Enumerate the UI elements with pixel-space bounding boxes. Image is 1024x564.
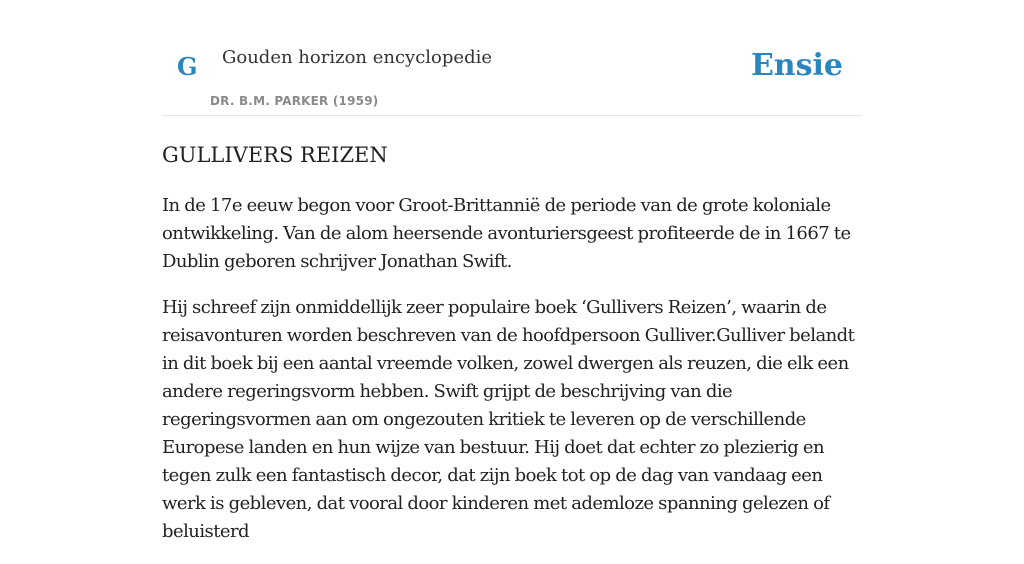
article-title: GULLIVERS REIZEN: [162, 143, 388, 167]
brand-logo[interactable]: Ensie: [750, 48, 843, 83]
article-body: [162, 192, 862, 564]
book-title-link[interactable]: Gouden horizon encyclopedie: [222, 47, 492, 68]
page: [162, 0, 862, 542]
book-logo-icon[interactable]: G: [177, 52, 198, 81]
article-paragraph: Hij schreef zijn onmiddellijk zeer populaire boek ‘Gullivers Reizen’, waarin de reisavonturen worden beschreven van de hoofdpersoon Gulliver.Gulliver belandt in dit boek bij een aantal vreemde volken, zowel dwergen als reuzen, die elk een andere regeringsvorm hebben. Swift grijpt de beschrijving van die regeringsvormen aan om ongezouten kritiek te leveren op de verschillende Europese landen en hun wijze van bestuur. Hij doet dat echter zo plezierig en tegen zulk een fantastisch decor, dat zijn boek tot op de dag van vandaag een werk is gebleven, dat vooral door kinderen met ademloze spanning gelezen of beluisterd: [162, 297, 855, 542]
article-paragraph: In de 17e eeuw begon voor Groot-Brittannië de periode van de grote koloniale ontwikkeling. Van de alom heersende avonturiersgeest profiteerde de in 1667 te Dublin geboren schrijver Jonathan Swift.: [162, 195, 851, 272]
page-header: [162, 0, 862, 116]
book-author: DR. B.M. PARKER (1959): [210, 94, 379, 108]
